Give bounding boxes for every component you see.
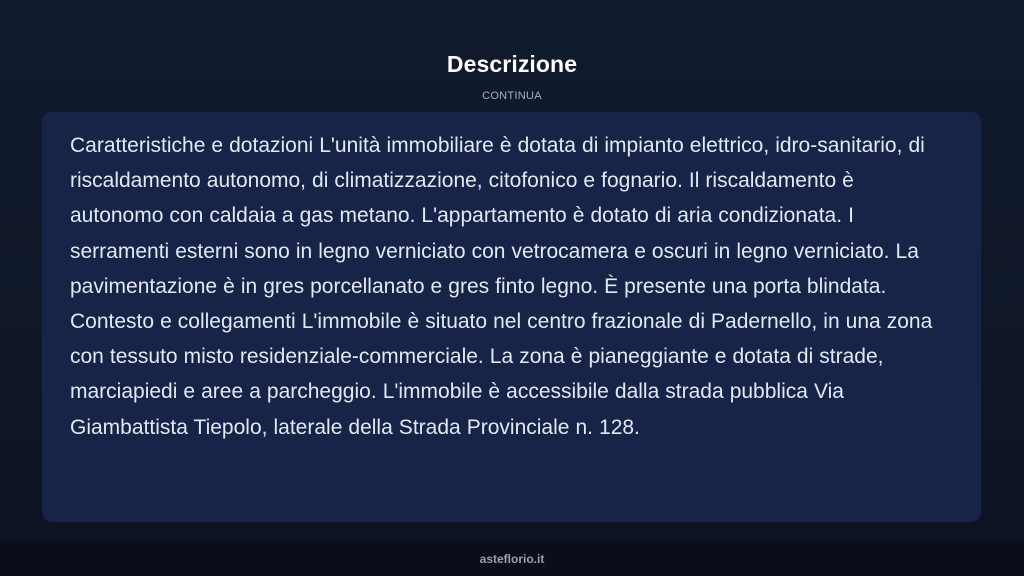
site-name: asteflorio.it xyxy=(479,552,545,566)
description-card xyxy=(42,112,981,522)
section-header xyxy=(0,50,1024,103)
footer-bar xyxy=(0,543,1024,576)
continua-label: CONTINUA xyxy=(482,90,542,102)
page-title: Descrizione xyxy=(446,51,578,77)
description-text: Caratteristiche e dotazioni L'unità immobiliare è dotata di impianto elettrico, idro-sanitario, di riscaldamento autonomo, di climatizzazione, citofonico e fognario. Il riscaldamento è autonomo con caldaia a gas metano. L'appartamento è dotato di aria condizionata. I serramenti esterni sono in legno verniciato con vetrocamera e oscuri in legno verniciato. La pavimentazione è in gres porcellanato e gres finto legno. È presente una porta blindata. Contesto e collegamenti L'immobile è situato nel centro frazionale di Padernello, in una zona con tessuto misto residenziale-commerciale. La zona è pianeggiante e dotata di strade, marciapiedi e aree a parcheggio. L'immobile è accessibile dalla strada pubblica Via Giambattista Tiepolo, laterale della Strada Provinciale n. 128. xyxy=(70,134,933,439)
